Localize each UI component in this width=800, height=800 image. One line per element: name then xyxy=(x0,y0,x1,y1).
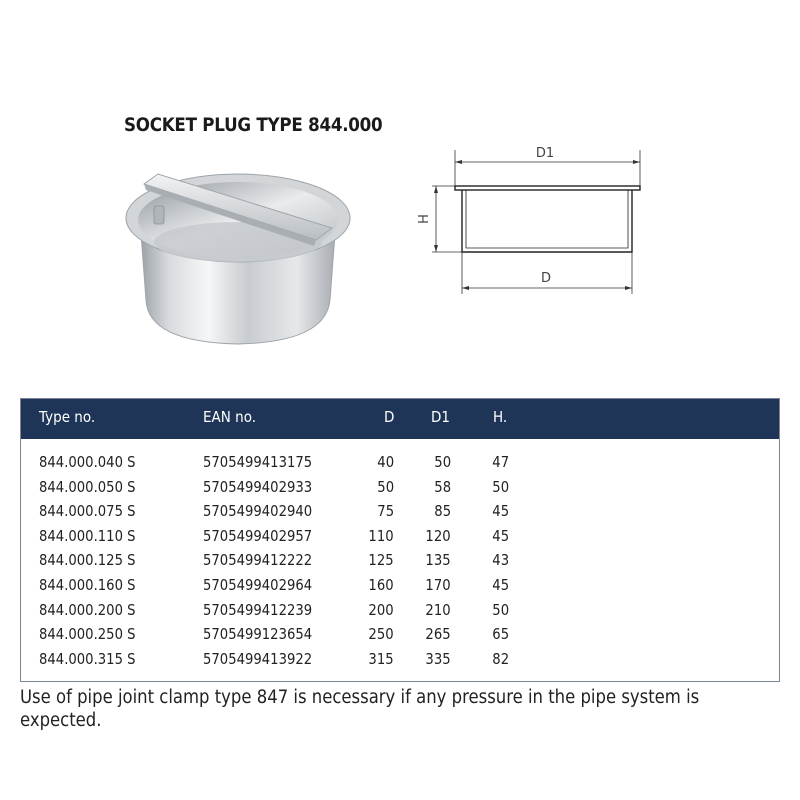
cell-type-no: 844.000.075 S xyxy=(39,502,136,521)
socket-plug-photo-icon xyxy=(118,160,358,350)
cell-d1: 50 xyxy=(434,453,451,471)
cell-d: 75 xyxy=(377,502,394,521)
table-row xyxy=(21,623,779,648)
cell-d1: 265 xyxy=(425,625,451,644)
table-body xyxy=(21,451,779,672)
cell-type-no: 844.000.125 S xyxy=(39,551,136,570)
cell-d: 315 xyxy=(368,649,394,668)
header-d1: D1 xyxy=(431,408,450,426)
drawing-label-d: D xyxy=(540,271,552,286)
cell-ean-no: 5705499413922 xyxy=(203,649,313,668)
cell-d1: 335 xyxy=(425,649,451,668)
drawing-label-d1: D1 xyxy=(535,146,555,161)
header-d: D xyxy=(384,408,395,426)
cell-d: 160 xyxy=(368,575,394,594)
cell-ean-no: 5705499402957 xyxy=(203,526,313,545)
cell-d: 200 xyxy=(368,600,394,619)
header-h: H. xyxy=(493,408,508,426)
cell-h: 50 xyxy=(492,477,509,496)
cell-type-no: 844.000.050 S xyxy=(39,477,136,496)
cell-type-no: 844.000.315 S xyxy=(39,649,136,668)
cell-h: 82 xyxy=(492,649,509,668)
cell-d1: 85 xyxy=(434,502,451,521)
cell-d: 125 xyxy=(368,551,394,570)
cell-h: 45 xyxy=(492,575,509,594)
cell-h: 50 xyxy=(492,600,509,619)
cell-type-no: 844.000.200 S xyxy=(39,600,136,619)
cell-h: 43 xyxy=(492,551,509,570)
cell-type-no: 844.000.040 S xyxy=(39,453,136,471)
cell-type-no: 844.000.110 S xyxy=(39,526,136,545)
drawing-label-h: H xyxy=(417,214,432,224)
cell-h: 47 xyxy=(492,453,509,471)
table-row xyxy=(21,549,779,574)
cell-d: 50 xyxy=(377,477,394,496)
cell-ean-no: 5705499412222 xyxy=(203,551,313,570)
header-ean-no: EAN no. xyxy=(203,408,257,426)
cell-ean-no: 5705499413175 xyxy=(203,453,313,471)
table-row xyxy=(21,500,779,525)
cell-d: 40 xyxy=(377,453,394,471)
cell-h: 65 xyxy=(492,625,509,644)
cell-ean-no: 5705499402940 xyxy=(203,502,313,521)
cell-ean-no: 5705499123654 xyxy=(203,625,313,644)
table-row xyxy=(21,648,779,673)
page-title: SOCKET PLUG TYPE 844.000 xyxy=(124,114,383,136)
cell-d: 110 xyxy=(368,526,394,545)
cell-d: 250 xyxy=(368,625,394,644)
dimension-drawing-icon xyxy=(410,140,650,300)
cell-h: 45 xyxy=(492,526,509,545)
cell-h: 45 xyxy=(492,502,509,521)
header-type-no: Type no. xyxy=(39,408,96,426)
table-row xyxy=(21,599,779,624)
cell-d1: 210 xyxy=(425,600,451,619)
cell-ean-no: 5705499412239 xyxy=(203,600,313,619)
cell-d1: 170 xyxy=(425,575,451,594)
cell-type-no: 844.000.250 S xyxy=(39,625,136,644)
cell-ean-no: 5705499402933 xyxy=(203,477,313,496)
table-row xyxy=(21,451,779,476)
table-header xyxy=(21,399,779,439)
cell-ean-no: 5705499402964 xyxy=(203,575,313,594)
cell-d1: 120 xyxy=(425,526,451,545)
table-row xyxy=(21,574,779,599)
spec-table xyxy=(20,398,780,682)
table-row xyxy=(21,525,779,550)
cell-d1: 58 xyxy=(434,477,451,496)
cell-type-no: 844.000.160 S xyxy=(39,575,136,594)
cell-d1: 135 xyxy=(425,551,451,570)
table-row xyxy=(21,476,779,501)
footnote: Use of pipe joint clamp type 847 is necessary if any pressure in the pipe system is expected. xyxy=(20,687,700,731)
